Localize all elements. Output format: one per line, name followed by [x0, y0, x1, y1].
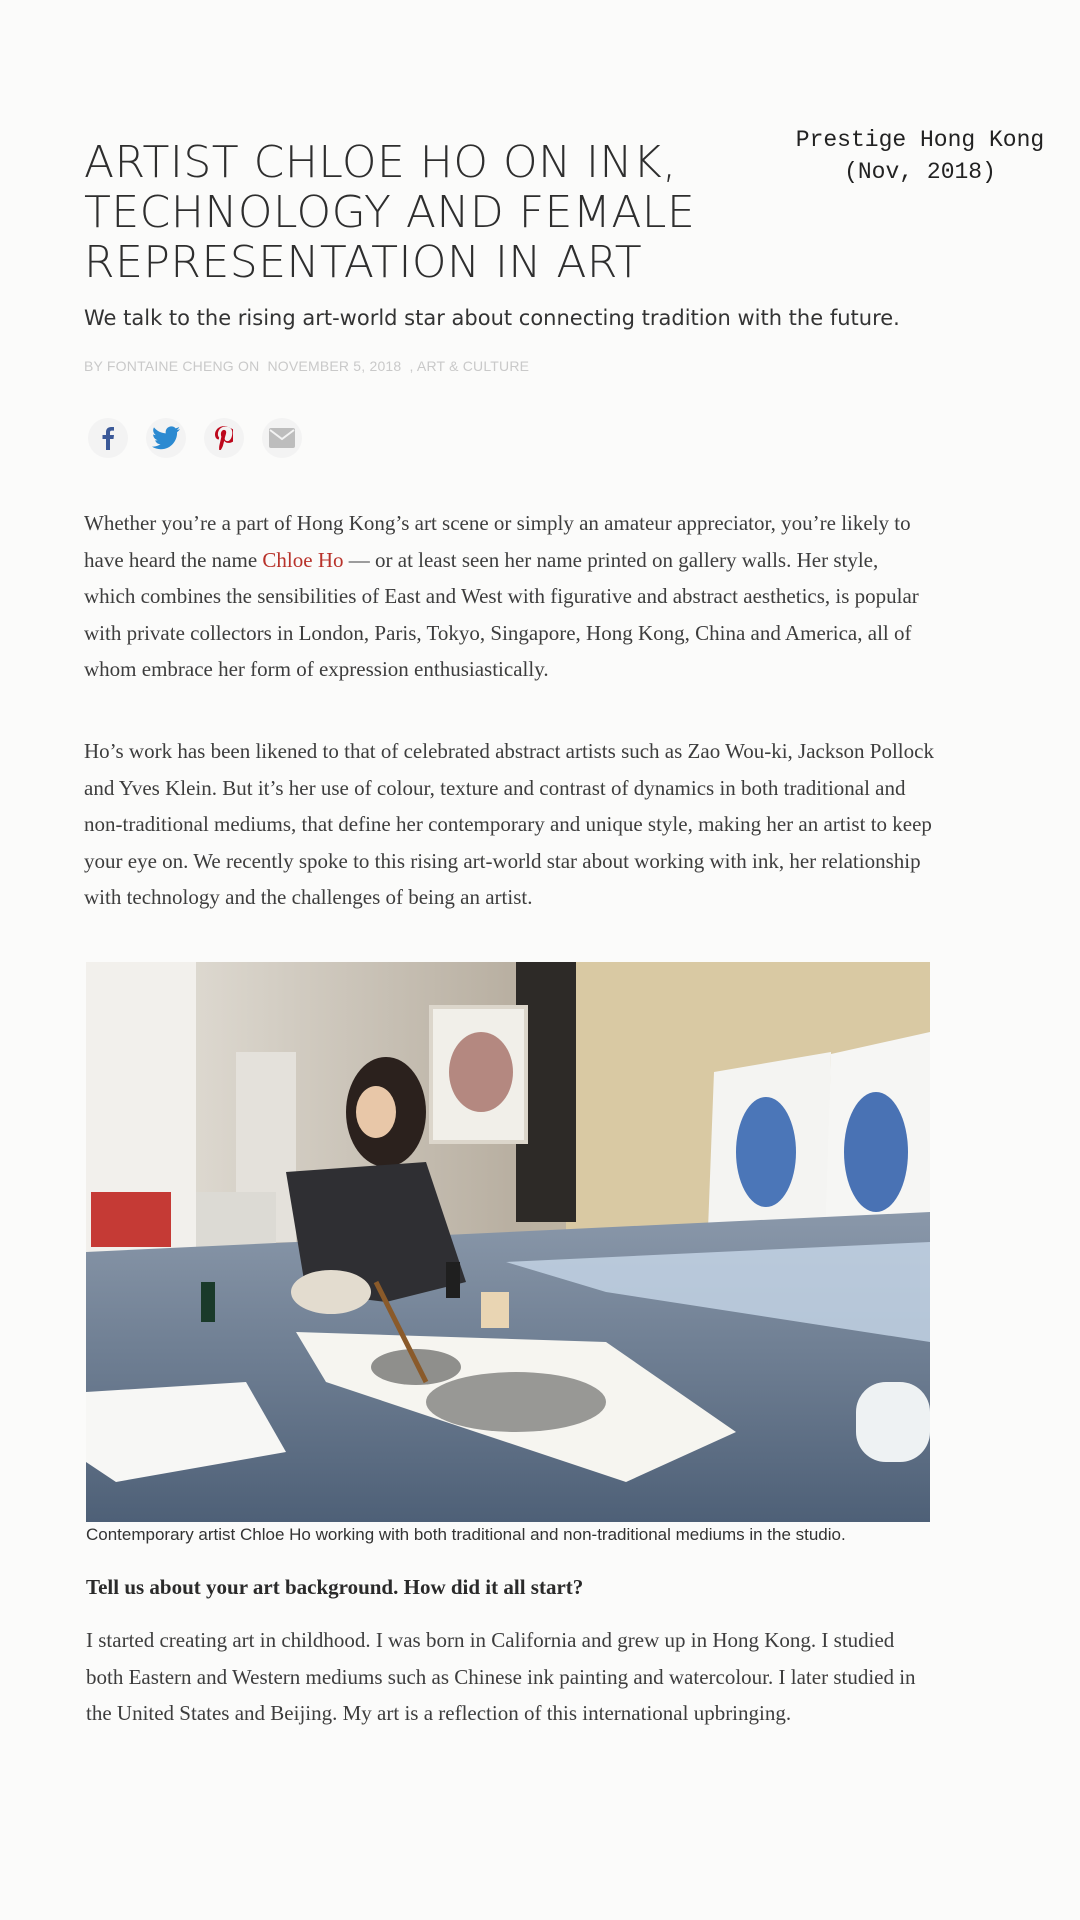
- byline-category[interactable]: , ART & CULTURE: [409, 358, 530, 374]
- interview-question-1: Tell us about your art background. How did it all start?: [86, 1575, 584, 1599]
- facebook-share-button[interactable]: [88, 418, 128, 458]
- photo-caption: Contemporary artist Chloe Ho working with both traditional and non-traditional mediums in the studio.: [86, 1525, 846, 1544]
- article-subtitle: We talk to the rising art-world star about connecting tradition with the future.: [84, 306, 900, 330]
- email-icon: [269, 428, 295, 448]
- paragraph-1-text-end: — or at least seen her name printed on gallery walls. Her style, which combines the sensibilities of East and West with figurative and abstract aesthetics, is popular with private collectors in London, Paris, Tokyo, Singapore, Hong Kong, China and America, all of whom embrace her form of expression enthusiastically.: [84, 547, 919, 681]
- byline-date: NOVEMBER 5, 2018: [267, 358, 402, 374]
- twitter-share-button[interactable]: [146, 418, 186, 458]
- pinterest-icon: [215, 426, 233, 450]
- chloe-ho-link[interactable]: Chloe Ho: [262, 547, 344, 572]
- paragraph-1-text-start: Whether you’re a part of Hong Kong’s art scene or simply an amateur appreciator, you’re likely to have heard the name: [84, 511, 911, 572]
- share-bar: [88, 418, 302, 458]
- studio-photo: [86, 962, 930, 1522]
- twitter-icon: [152, 426, 180, 450]
- article-byline: [84, 358, 984, 374]
- publication-name: Prestige Hong Kong: [795, 127, 1045, 153]
- publication-note: [790, 124, 1050, 188]
- facebook-icon: [101, 426, 115, 450]
- email-share-button[interactable]: [262, 418, 302, 458]
- pinterest-share-button[interactable]: [204, 418, 244, 458]
- interview-answer-1: I started creating art in childhood. I was born in California and grew up in Hong Kong. I studied both Eastern and Western mediums such as Chinese ink painting and watercolour. I later studied in the United States and Beijing. My art is a reflection of this international upbringing.: [86, 1628, 916, 1725]
- studio-photo-illustration: [86, 962, 930, 1522]
- article-title: ARTIST CHLOE HO ON INK, TECHNOLOGY AND FEMALE REPRESENTATION IN ART: [84, 137, 696, 288]
- article-paragraph-1: [84, 505, 934, 688]
- article-paragraph-2: Ho’s work has been likened to that of celebrated abstract artists such as Zao Wou-ki, Jackson Pollock and Yves Klein. But it’s her use of colour, texture and contrast of dynamics in both traditional and non-traditional mediums, that define her contemporary and unique style, making her an artist to keep your eye on. We recently spoke to this rising art-world star about working with ink, her relationship with technology and the challenges of being an artist.: [84, 739, 934, 909]
- byline-author[interactable]: BY FONTAINE CHENG ON: [84, 358, 260, 374]
- publication-date: (Nov, 2018): [844, 159, 996, 185]
